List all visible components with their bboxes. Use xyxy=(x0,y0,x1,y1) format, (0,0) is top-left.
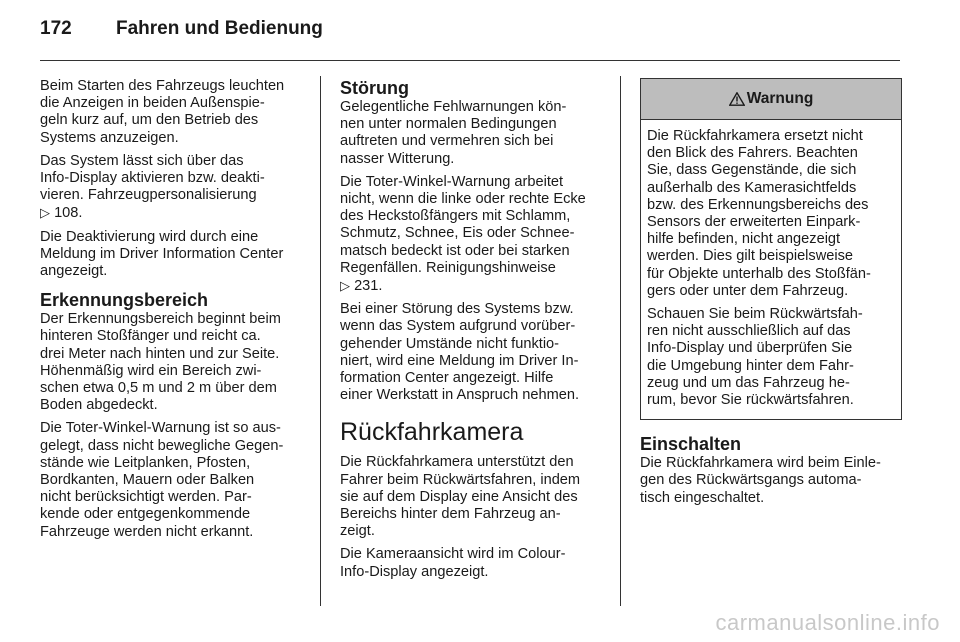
text-line: Info-Display und überprüfen Sie xyxy=(647,340,853,357)
text-line: rum, bevor Sie rückwärtsfahren. xyxy=(647,392,854,409)
text-line: drei Meter nach hinten und zur Seite. xyxy=(40,345,280,362)
text-line: werden. Dies gilt beispielsweise xyxy=(647,248,854,265)
text-line: Die Kameraansicht wird im Colour- xyxy=(340,546,566,563)
text-line: Systems anzuzeigen. xyxy=(40,129,179,146)
text-line: Info-Display angezeigt. xyxy=(340,563,489,580)
paragraph xyxy=(640,455,902,507)
text-line: vieren. Fahrzeugpersonalisierung xyxy=(40,187,257,204)
text-line: Schauen Sie beim Rückwärtsfah- xyxy=(647,306,863,323)
section-heading: Erkennungsbereich xyxy=(40,290,209,311)
chapter-title: Fahren und Bedienung xyxy=(116,18,323,39)
text-line: schen etwa 0,5 m und 2 m über dem xyxy=(40,380,277,397)
text-line: des Heckstoßfängers mit Schlamm, xyxy=(340,208,571,225)
reference-arrow-icon: ▷ xyxy=(40,205,50,221)
warning-paragraph xyxy=(647,128,895,300)
text-line: Regenfällen. Reinigungshinweise xyxy=(340,259,556,276)
text-line: stände wie Leitplanken, Pfosten, xyxy=(40,454,251,471)
section-heading: Einschalten xyxy=(640,434,742,455)
paragraph xyxy=(40,311,308,414)
text-line: Die Toter-Winkel-Warnung ist so aus- xyxy=(40,420,281,437)
text-line: hilfe befinden, nicht angezeigt xyxy=(647,231,841,248)
text-line: matsch bedeckt ist oder bei starken xyxy=(340,242,570,259)
text-line: Bei einer Störung des Systems bzw. xyxy=(340,301,574,318)
text-line: Die Deaktivierung wird durch eine xyxy=(40,228,259,245)
text-line: die Umgebung hinter dem Fahr- xyxy=(647,357,854,374)
reference-page: 108. xyxy=(54,205,83,222)
text-line: auftreten und vermehren sich bei xyxy=(340,133,554,150)
text-line: Fahrer beim Rückwärtsfahren, indem xyxy=(340,471,581,488)
text-line: Gelegentliche Fehlwarnungen kön- xyxy=(340,99,567,115)
warning-body xyxy=(641,120,901,419)
text-line: Die Rückfahrkamera ersetzt nicht xyxy=(647,128,863,144)
warning-header xyxy=(641,79,901,120)
text-line: Bordkanten, Mauern oder Balken xyxy=(40,472,255,489)
cross-reference-link[interactable] xyxy=(340,277,608,295)
text-line: geln kurz auf, um den Betrieb des xyxy=(40,112,259,129)
text-line: Das System lässt sich über das xyxy=(40,152,244,169)
text-line: hinteren Stoßfänger und reicht ca. xyxy=(40,328,261,345)
text-line: Fahrzeuge werden nicht erkannt. xyxy=(40,523,254,540)
text-line: Bereichs hinter dem Fahrzeug an- xyxy=(340,506,561,523)
text-line: angezeigt. xyxy=(40,263,108,280)
text-line: Sensors der erweiterten Einpark- xyxy=(647,214,861,231)
text-line: einer Werkstatt in Anspruch nehmen. xyxy=(340,387,580,404)
paragraph xyxy=(340,99,608,168)
paragraph-text xyxy=(40,153,308,205)
text-line: gers oder unter dem Fahrzeug. xyxy=(647,282,849,299)
paragraph xyxy=(40,420,308,540)
text-line: Die Rückfahrkamera unterstützt den xyxy=(340,454,574,471)
text-line: niert, wird eine Meldung im Driver In- xyxy=(340,352,579,369)
paragraph xyxy=(340,454,608,540)
text-line: zeug und um das Fahrzeug he- xyxy=(647,374,850,391)
reference-page: 231. xyxy=(354,278,383,295)
paragraph xyxy=(40,78,308,147)
warning-triangle-icon xyxy=(729,92,745,106)
column-divider-1 xyxy=(320,76,321,606)
chapter-section-title: Rückfahrkamera xyxy=(340,418,524,447)
text-line: Höhenmäßig wird ein Bereich zwi- xyxy=(40,362,262,379)
text-line: Die Toter-Winkel-Warnung arbeitet xyxy=(340,173,564,190)
paragraph xyxy=(40,153,308,223)
text-line: gen des Rückwärtsgangs automa- xyxy=(640,472,862,489)
text-line: den Blick des Fahrers. Beachten xyxy=(647,145,858,162)
column-divider-2 xyxy=(620,76,621,606)
paragraph xyxy=(340,174,608,295)
reference-arrow-icon: ▷ xyxy=(340,278,350,294)
text-line: gehender Umstände nicht funktio- xyxy=(340,335,560,352)
text-line: formation Center angezeigt. Hilfe xyxy=(340,370,554,387)
page-number: 172 xyxy=(40,18,72,39)
text-line: Schmutz, Schnee, Eis oder Schnee- xyxy=(340,225,575,242)
text-line: Sie, dass Gegenstände, die sich xyxy=(647,162,857,179)
paragraph xyxy=(340,546,608,580)
cross-reference-link[interactable] xyxy=(40,204,308,222)
text-line: Info-Display aktivieren bzw. deakti- xyxy=(40,170,265,187)
text-line: sie auf dem Display eine Ansicht des xyxy=(340,488,578,505)
text-line: nasser Witterung. xyxy=(340,150,455,167)
text-line: gelegt, dass nicht bewegliche Gegen- xyxy=(40,437,284,454)
text-line: nicht berücksichtigt werden. Par- xyxy=(40,489,252,506)
text-line: Der Erkennungsbereich beginnt beim xyxy=(40,311,281,328)
column-1 xyxy=(40,78,308,547)
text-line: bzw. des Erkennungsbereichs des xyxy=(647,196,869,213)
text-line: außerhalb des Kamerasichtfelds xyxy=(647,179,857,196)
text-line: Boden abgedeckt. xyxy=(40,397,158,414)
paragraph xyxy=(40,229,308,281)
header-divider xyxy=(40,60,900,61)
warning-paragraph xyxy=(647,306,895,409)
text-line: für Objekte unterhalb des Stoßfän- xyxy=(647,265,871,282)
paragraph-text xyxy=(340,174,608,277)
text-line: tisch eingeschaltet. xyxy=(640,489,765,506)
section-heading: Störung xyxy=(340,78,409,98)
column-3 xyxy=(640,78,902,513)
text-line: Beim Starten des Fahrzeugs leuchten xyxy=(40,78,285,94)
watermark: carmanualsonline.info xyxy=(715,610,940,635)
page-header xyxy=(40,18,900,48)
paragraph xyxy=(340,301,608,404)
text-line: wenn das System aufgrund vorüber- xyxy=(340,318,576,335)
warning-box xyxy=(640,78,902,420)
text-line: nen unter normalen Bedingungen xyxy=(340,116,557,133)
text-line: ren nicht ausschließlich auf das xyxy=(647,323,851,340)
text-line: zeigt. xyxy=(340,523,375,540)
text-line: nicht, wenn die linke oder rechte Ecke xyxy=(340,191,586,208)
column-2 xyxy=(340,78,608,587)
text-line: kende oder entgegenkommende xyxy=(40,506,251,523)
text-line: Die Rückfahrkamera wird beim Einle- xyxy=(640,455,881,472)
text-line: die Anzeigen in beiden Außenspie- xyxy=(40,95,265,112)
warning-title: Warnung xyxy=(746,90,814,108)
text-line: Meldung im Driver Information Center xyxy=(40,245,284,262)
